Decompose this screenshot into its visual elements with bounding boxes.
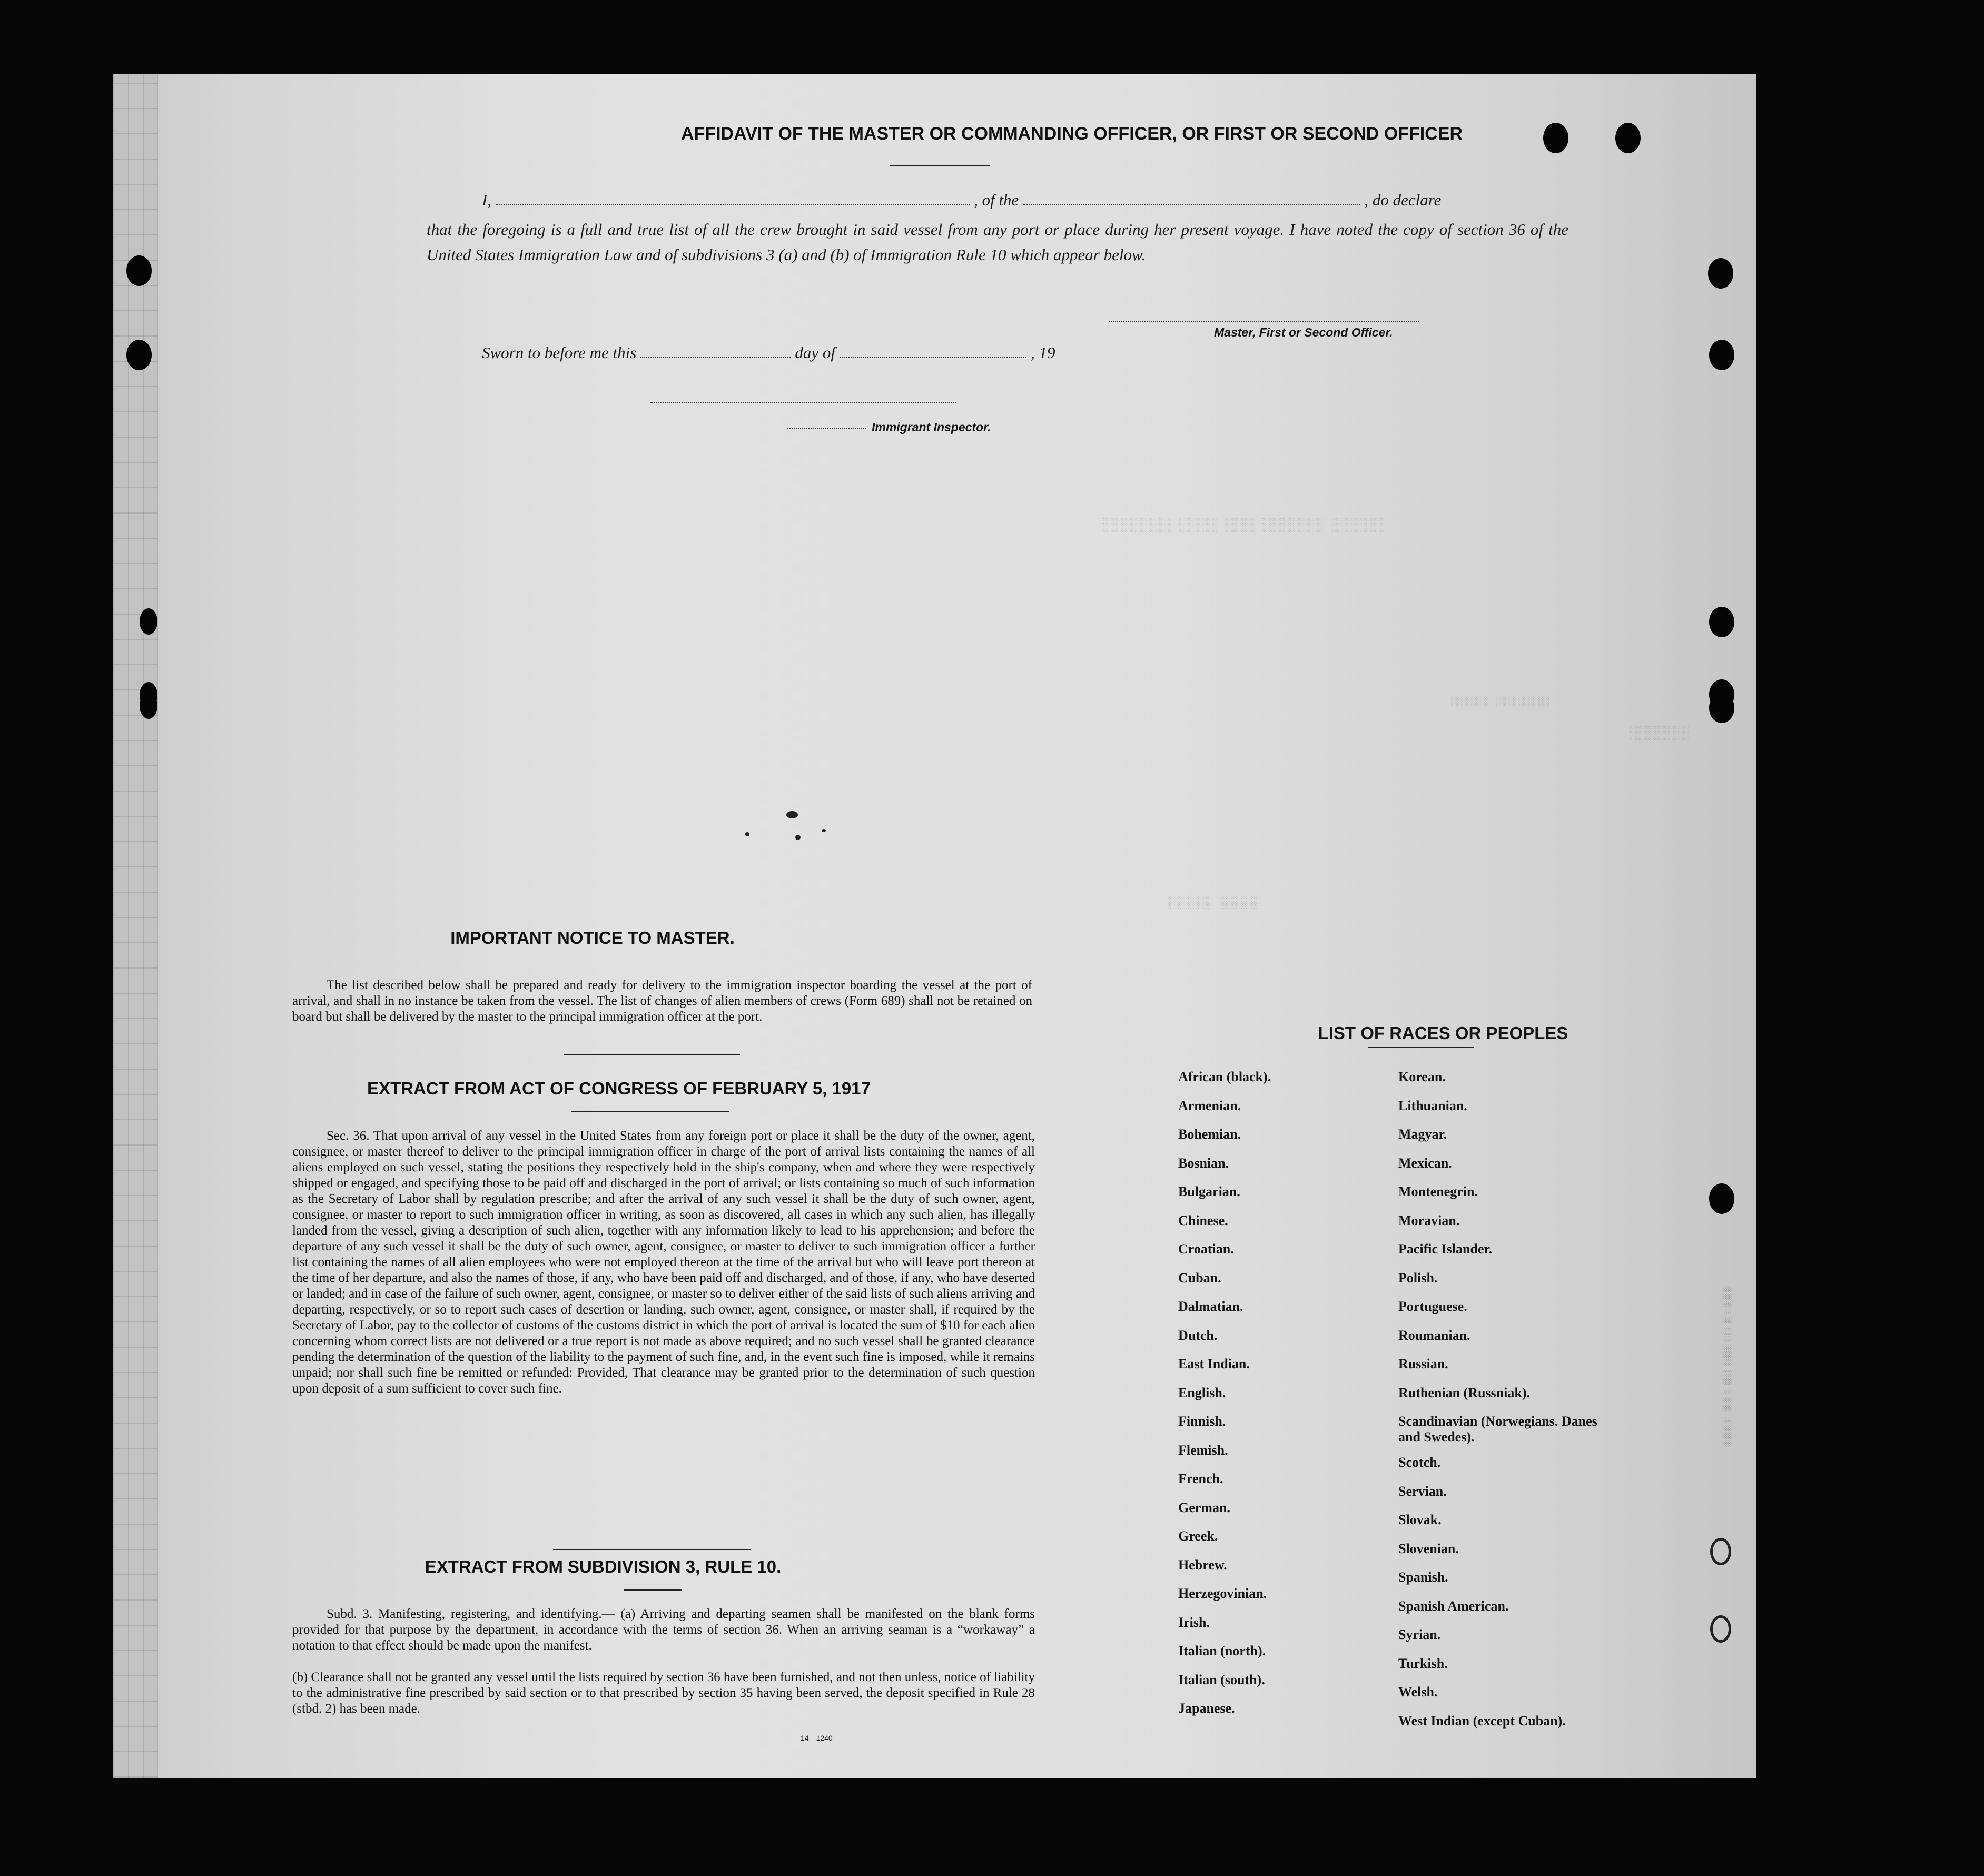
section-rule (571, 1111, 729, 1112)
section-rule (553, 1549, 751, 1550)
race-item: Irish. (1178, 1614, 1210, 1630)
race-item: Russian. (1398, 1356, 1448, 1371)
punch-hole (126, 255, 152, 286)
vessel-blank[interactable] (1023, 204, 1360, 205)
inspector-label: Immigrant Inspector. (872, 420, 991, 434)
race-item: English. (1178, 1385, 1226, 1400)
race-item: Lithuanian. (1398, 1098, 1467, 1113)
race-item: West Indian (except Cuban). (1398, 1713, 1566, 1729)
document-page (113, 74, 1756, 1778)
race-item: Mexican. (1398, 1155, 1452, 1171)
sworn-month-blank[interactable] (840, 357, 1026, 358)
grid-margin-strip (113, 74, 158, 1778)
signature-blank[interactable] (1109, 320, 1419, 322)
races-right-column (1398, 1069, 1620, 1742)
affidavit-body: that the foregoing is a full and true list of all the crew brought in said vessel from any port or place during her present voyage. I have noted the copy of section 36 of the United States Immigration Law and of subdivisions 3 (a) and (b) of Immigration Rule 10 which appear below. (427, 220, 1568, 264)
race-item: Ruthenian (Russniak). (1398, 1385, 1530, 1400)
races-left-column (1178, 1069, 1378, 1730)
punch-hole (126, 340, 152, 370)
race-item: Flemish. (1178, 1442, 1228, 1458)
race-item: Finnish. (1178, 1414, 1226, 1429)
race-item: Slovenian. (1398, 1541, 1459, 1556)
race-item: Japanese. (1178, 1701, 1235, 1716)
notice-text: The list described below shall be prepared and ready for delivery to the immigration inspector boarding the vessel at the port of arrival, and shall in no instance be taken from the vessel. The list of changes of alien members of crews (Form 689) shall not be retained on board but shall be delivered by the master to the principal immigration officer at the port. (292, 978, 1032, 1024)
race-item: Greek. (1178, 1528, 1218, 1544)
race-item: Slovak. (1398, 1512, 1442, 1527)
punch-hole (1709, 607, 1734, 637)
race-item: Chinese. (1178, 1212, 1228, 1228)
day-of-label: day of (795, 343, 835, 362)
race-item: Portuguese. (1398, 1299, 1467, 1314)
race-item: Italian (south). (1178, 1672, 1265, 1687)
race-item: Moravian. (1398, 1212, 1460, 1228)
of-the-label: , of the (974, 191, 1019, 209)
title-rule (890, 165, 990, 166)
declarant-line (482, 191, 1441, 210)
race-item: Roumanian. (1398, 1327, 1470, 1343)
name-blank[interactable] (496, 204, 970, 205)
race-item: Syrian. (1398, 1627, 1441, 1642)
race-item: Dutch. (1178, 1327, 1218, 1343)
sworn-line (482, 343, 1055, 362)
punch-hole (1615, 123, 1641, 153)
section-rule (564, 1054, 740, 1055)
race-item: Magyar. (1398, 1127, 1447, 1142)
year-label: , 19 (1030, 343, 1055, 362)
form-number: 14—1240 (801, 1734, 833, 1742)
race-item: Scotch. (1398, 1455, 1441, 1470)
bleed-through: ░░░░░ ░░░░░░░ (1451, 695, 1550, 709)
bleed-through: ░░░░░░░░ (1630, 727, 1691, 741)
race-item: Herzegovinian. (1178, 1586, 1267, 1601)
rule-para-a: Subd. 3. Manifesting, registering, and identifying.— (a) Arriving and departing seamen shall be manifested on the blank forms provided for that purpose by the department, in accordance with the terms of section 36. When an arriving seaman is a “workaway” a notation to that effect should be made upon the manifest. (292, 1607, 1035, 1653)
do-declare-label: , do declare (1364, 191, 1442, 209)
sworn-label: Sworn to before me this (482, 343, 637, 362)
race-item: East Indian. (1178, 1356, 1250, 1371)
race-item: Polish. (1398, 1270, 1438, 1286)
race-item: Bosnian. (1178, 1155, 1229, 1171)
race-item: German. (1178, 1499, 1230, 1515)
races-heading: LIST OF RACES OR PEOPLES (1318, 1023, 1568, 1043)
extract-act-text: Sec. 36. That upon arrival of any vessel in the United States from any foreign port or place it shall be the duty of the owner, agent, consignee, or master thereof to deliver to the principal immigration officer in charge of the port of arrival lists containing the names of all aliens employed on such vessel, stating the positions they respectively hold in the ship's company, when and where they were respectively shipped or engaged, and specifying those to be paid off and discharged in the port of arrival; or lists containing so much of such information as the Secretary of Labor shall by regulation prescribe; and after the arrival of any such vessel it shall be the duty of such owner, agent, consignee, or master to report to such immigration officer in writing, as soon as discovered, all cases in which any such alien, has illegally landed from the vessel, giving a description of such alien, together with any information likely to lead to his apprehension; and before the departure of any such vessel it shall be the duty of such owner, agent, consignee, or master to deliver to such immigration officer a further list containing the names of all alien employees who were not employed thereon at the time of the arrival but who will leave port thereon at the time of her departure, and also the names of those, if any, who have been paid off and discharged, and of those, if any, who have deserted or landed; and in case of the failure of such owner, agent, consignee, or master so to deliver either of the said lists of such aliens arriving and departing, respectively, or so to report such cases of desertion or landing, such owner, agent, consignee, or master shall, if required by the Secretary of Labor, pay to the collector of customs of the customs district in which the port of arrival is located the sum of $10 for each alien concerning whom correct lists are not delivered or a true report is not made as above required; and no such vessel shall be granted clearance pending the determination of the question of the liability to the payment of such fine, and, in the event such fine is imposed, while it remains unpaid; nor shall such fine be remitted or refunded: Provided, That clearance may be granted prior to the determination of such question upon deposit of a sum sufficient to cover such fine. (292, 1129, 1035, 1396)
inspector-signature-blank[interactable] (650, 401, 956, 403)
signature-label: Master, First or Second Officer. (1214, 325, 1393, 339)
ink-smudge (745, 832, 749, 836)
inspector-blank-2[interactable] (787, 428, 866, 429)
extract-act-heading: EXTRACT FROM ACT OF CONGRESS OF FEBRUARY 5, 1917 (367, 1079, 871, 1098)
rule-para-b: (b) Clearance shall not be granted any vessel until the lists required by section 36 have been furnished, and not then unless, notice of liability to the administrative fine prescribed by said section or to that prescribed by section 35 having been served, the deposit specified in Rule 28 (stbd. 2) has been made. (292, 1670, 1035, 1716)
punch-hole (1708, 258, 1733, 289)
race-item: Italian (north). (1178, 1643, 1266, 1658)
race-item: Croatian. (1178, 1241, 1234, 1257)
race-item: Servian. (1398, 1483, 1447, 1499)
extract-rule-heading: EXTRACT FROM SUBDIVISION 3, RULE 10. (425, 1557, 782, 1576)
bleed-through: ░░░░░░ ░░░░░ (1167, 895, 1258, 910)
punch-hole (140, 608, 157, 635)
bleed-through: ░░░░░░░░░ ░░░░░ ░░░░ ░░░░░░░░ ░░░░░░░ (1103, 519, 1384, 533)
race-item: Welsh. (1398, 1684, 1438, 1700)
punch-hole (1710, 1538, 1731, 1565)
punch-hole (1709, 1183, 1734, 1214)
section-rule (624, 1589, 682, 1591)
affidavit-title: AFFIDAVIT OF THE MASTER OR COMMANDING OFFICER, OR FIRST OR SECOND OFFICER (681, 124, 1463, 144)
race-item: Spanish. (1398, 1569, 1448, 1585)
race-item: Bohemian. (1178, 1127, 1241, 1142)
punch-hole (1709, 340, 1734, 370)
race-item: Korean. (1398, 1069, 1446, 1084)
race-item: Pacific Islander. (1398, 1241, 1493, 1257)
race-item: French. (1178, 1471, 1223, 1486)
race-item: Dalmatian. (1178, 1299, 1243, 1314)
punch-hole (1710, 1615, 1731, 1643)
punch-hole (1709, 693, 1734, 723)
ink-smudge (786, 811, 798, 818)
race-item: Turkish. (1398, 1655, 1448, 1671)
sworn-day-blank[interactable] (640, 357, 791, 358)
ink-smudge (822, 829, 826, 832)
race-item: Spanish American. (1398, 1598, 1509, 1614)
race-item: Cuban. (1178, 1270, 1221, 1286)
race-item: Bulgarian. (1178, 1184, 1240, 1199)
race-item: Armenian. (1178, 1098, 1241, 1113)
punch-hole (1543, 123, 1568, 153)
race-item: African (black). (1178, 1069, 1271, 1084)
race-item: Hebrew. (1178, 1557, 1227, 1573)
notice-heading: IMPORTANT NOTICE TO MASTER. (450, 928, 735, 947)
ink-smudge (795, 835, 801, 840)
section-rule (1368, 1047, 1474, 1048)
race-item: Scandinavian (Norwegians. Danes and Swedes). (1398, 1414, 1597, 1445)
race-item: Montenegrin. (1398, 1184, 1478, 1199)
punch-hole (140, 693, 157, 719)
i-label: I, (482, 191, 492, 209)
edge-stamp: ░░░░░ ░░░░░ ░░ ░░░ ░░░░ (1722, 1285, 1733, 1448)
